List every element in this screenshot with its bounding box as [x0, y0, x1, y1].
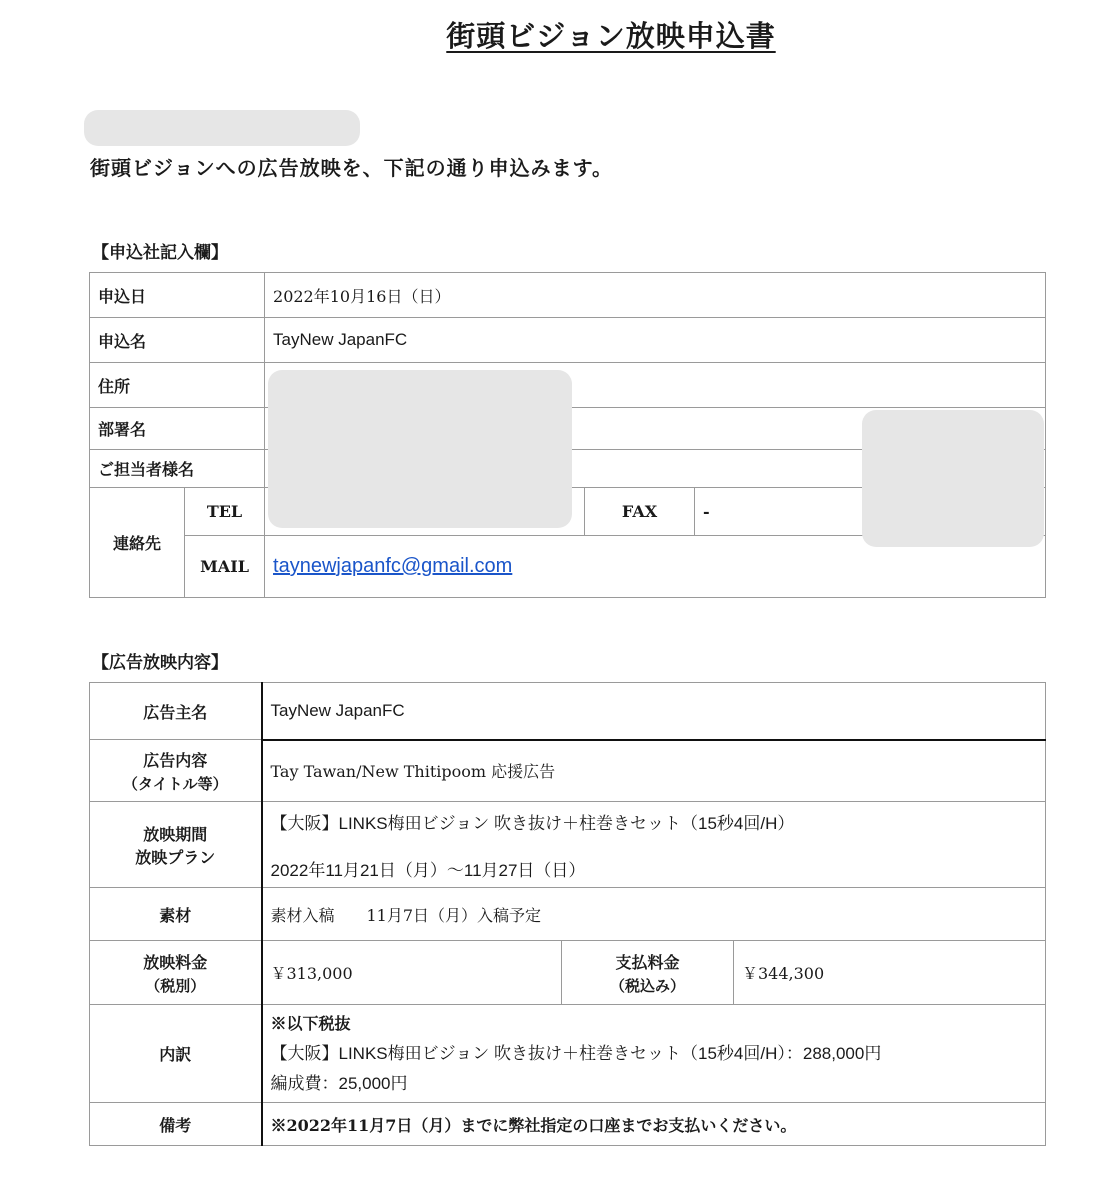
address-label: 住所: [90, 363, 265, 408]
row-notes: [90, 1103, 1046, 1146]
plan-label: 放映プラン: [135, 847, 216, 867]
fee-label-cell: [90, 941, 262, 1005]
period-plan-value-cell: [262, 802, 1046, 888]
period-value: 2022年11月21日（月）〜11月27日（日）: [270, 860, 586, 880]
row-period-plan: [90, 802, 1046, 888]
breakdown-line-3: 編成費：25,000円: [270, 1073, 408, 1093]
row-ad-content: [90, 740, 1046, 802]
fax-value: -: [695, 488, 1046, 536]
redacted-contact-info: [268, 370, 572, 528]
fee-value: ￥313,000: [262, 941, 562, 1005]
advertiser-value: TayNew JapanFC: [262, 683, 1046, 740]
pay-value: ￥344,300: [734, 941, 1046, 1005]
fee-sublabel: （税別）: [145, 976, 206, 995]
row-material: [90, 888, 1046, 941]
person-label: ご担当者様名: [90, 450, 265, 488]
material-label: 素材: [90, 888, 262, 941]
fee-label: 放映料金: [143, 952, 208, 972]
advertiser-label: 広告主名: [90, 683, 262, 740]
row-fees: [90, 941, 1046, 1005]
row-advertiser: [90, 683, 1046, 740]
date-value: 2022年10月16日（日）: [265, 273, 1046, 318]
breakdown-label: 内訳: [90, 1005, 262, 1103]
period-plan-label-cell: [90, 802, 262, 888]
notes-label: 備考: [90, 1103, 262, 1146]
content-value: Tay Tawan/New Thitipoom 応援広告: [262, 740, 1046, 802]
redacted-recipient: [84, 110, 360, 146]
name-value: TayNew JapanFC: [265, 318, 1046, 363]
period-label: 放映期間: [143, 824, 208, 844]
intro-text: 街頭ビジョンへの広告放映を、下記の通り申込みます。: [90, 156, 613, 180]
ad-section-label: 【広告放映内容】: [92, 653, 228, 673]
breakdown-line-2: 【大阪】LINKS梅田ビジョン 吹き抜け＋柱巻きセット（15秒4回/H）：288,000円: [270, 1043, 882, 1063]
notes-value: ※2022年11月7日（月）までに弊社指定の口座までお支払いください。: [262, 1103, 1046, 1146]
dept-label: 部署名: [90, 408, 265, 450]
mail-label: MAIL: [185, 536, 265, 598]
content-sublabel: （タイトル等）: [122, 774, 228, 793]
content-label: 広告内容: [143, 750, 208, 770]
breakdown-value-cell: [262, 1005, 1046, 1103]
date-label: 申込日: [90, 273, 265, 318]
redacted-stamp: [862, 410, 1044, 547]
plan-value: 【大阪】LINKS梅田ビジョン 吹き抜け＋柱巻きセット（15秒4回/H）: [270, 813, 795, 833]
applicant-section-label: 【申込社記入欄】: [92, 243, 228, 263]
mail-link[interactable]: taynewjapanfc@gmail.com: [273, 555, 513, 577]
material-value: 素材入稿 11月7日（月）入稿予定: [262, 888, 1046, 941]
content-label-cell: [90, 740, 262, 802]
row-breakdown: [90, 1005, 1046, 1103]
pay-label: 支払料金: [615, 952, 680, 972]
document-title: 街頭ビジョン放映申込書: [446, 19, 776, 53]
tel-label: TEL: [185, 488, 265, 536]
fax-label: FAX: [585, 488, 695, 536]
breakdown-line-1: ※以下税抜: [270, 1013, 351, 1033]
name-label: 申込名: [90, 318, 265, 363]
ad-content-table: [89, 682, 1046, 1146]
row-applicant-name: [90, 318, 1046, 363]
contact-label: 連絡先: [90, 488, 185, 598]
pay-sublabel: （税込み）: [609, 976, 685, 995]
pay-label-cell: [562, 941, 734, 1005]
row-date: [90, 273, 1046, 318]
